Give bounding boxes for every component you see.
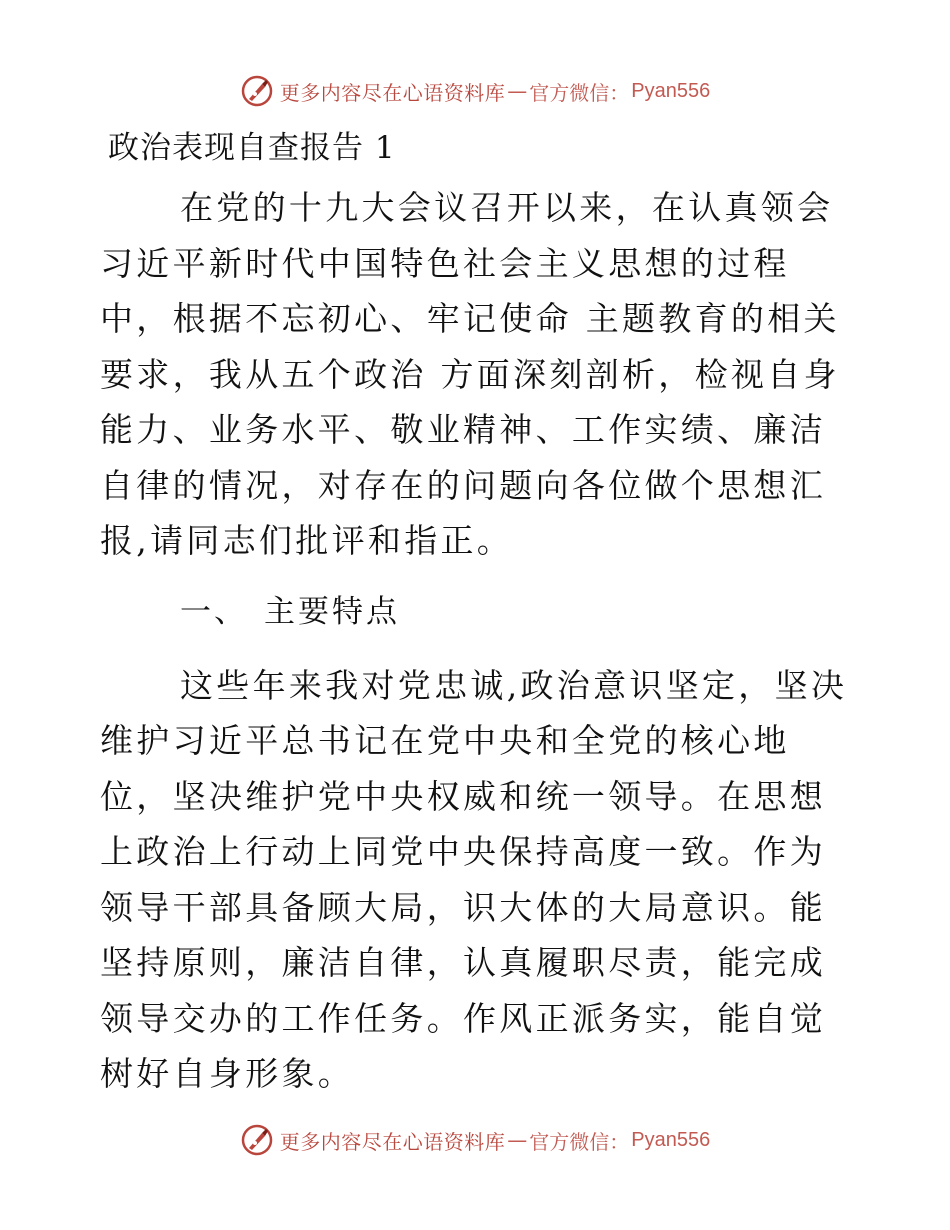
section-title: 主要特点 [264,593,400,630]
intro-paragraph: 在党的十九大会议召开以来，在认真领会习近平新时代中国特色社会主义思想的过程中，根据不忘初心、牢记使命 主题教育的相关要求，我从五个政治 方面深刻剖析，检视自身能力、业务水平、敬业精神、工作实绩、廉洁自律的情况，对存在的问题向各位做个思想汇报,请同志们批评和指正。 [100,188,840,560]
watermark-id: Pyan556 [631,1128,711,1151]
watermark-text: 更多内容尽在心语资料库 [279,1129,506,1154]
pen-logo-icon [240,1123,274,1157]
watermark-separator: — [507,1128,528,1152]
document-title: 政治表现自查报告 1 [108,130,396,166]
watermark-id: Pyan556 [631,79,711,102]
body-paragraph: 这些年来我对党忠诚,政治意识坚定，坚决维护习近平总书记在党中央和全党的核心地位，坚决维护党中央权威和统一领导。在思想上政治上行动上同党中央保持高度一致。作为领导干部具备顾大局，识大体的大局意识。能坚持原则，廉洁自律，认真履职尽责，能完成领导交办的工作任务。作风正派务实，能自觉树好自身形象。 [100,665,848,1093]
watermark-separator: — [507,79,528,103]
watermark-label: 官方微信： [529,1129,630,1154]
pen-logo-icon [240,74,274,108]
watermark-label: 官方微信： [529,80,630,105]
watermark-banner-top [0,71,950,111]
watermark-text: 更多内容尽在心语资料库 [279,80,506,105]
document-body [100,120,860,1102]
section-heading [180,585,860,640]
section-number: 一、 [180,593,248,630]
watermark-banner-bottom [0,1120,950,1160]
